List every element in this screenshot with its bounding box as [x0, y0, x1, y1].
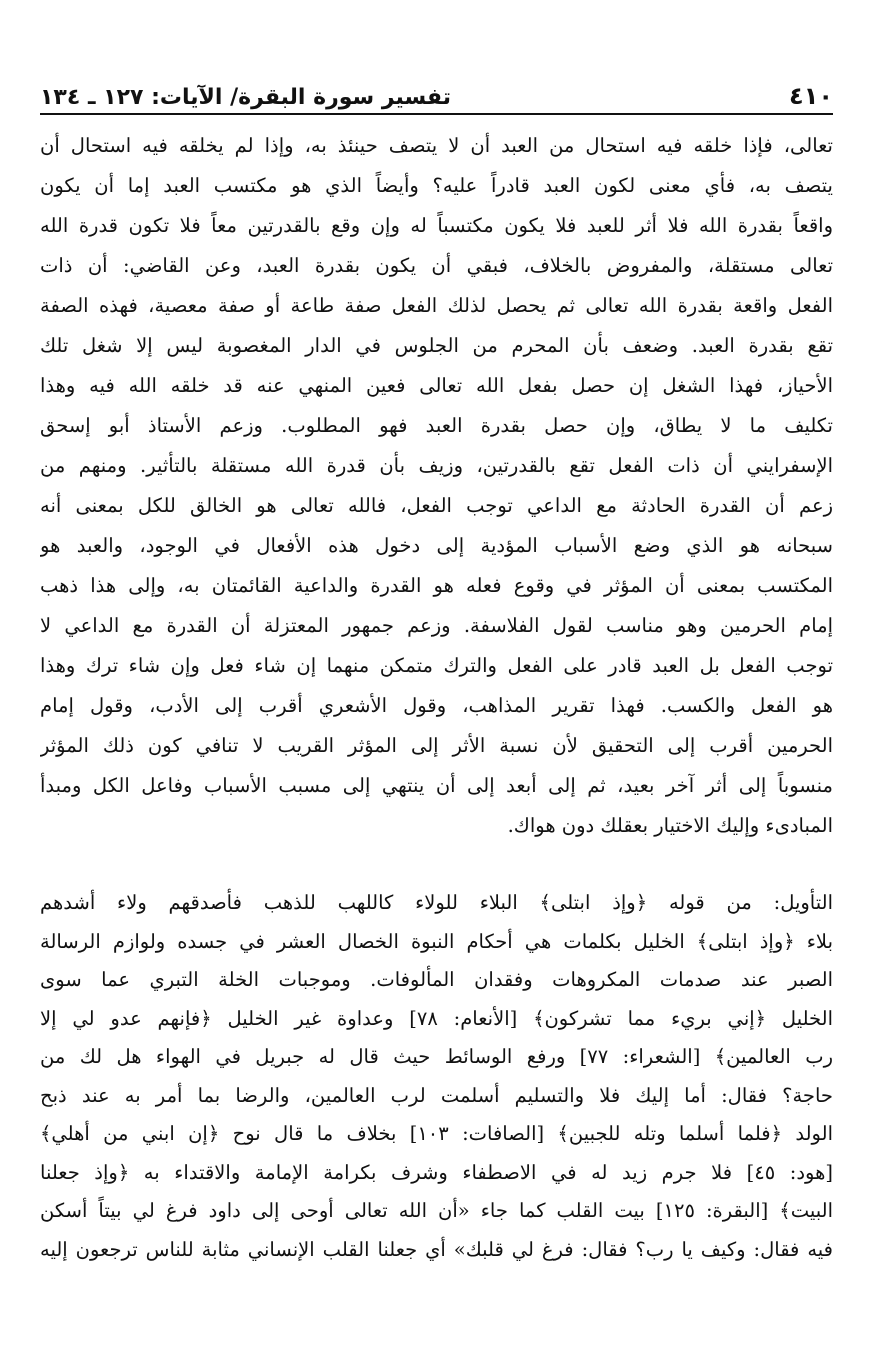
text-line: فيه فقال: وكيف يا رب؟ فقال: فرغ لي قلبك» أي جعلنا القلب الإنساني مثابة للناس ترجعون إليه — [40, 1237, 833, 1261]
page-number: ٤١٠ — [789, 82, 833, 110]
text-line: إمام الحرمين وهو مناسب لقول الفلاسفة. وزعم جمهور المعتزلة أن القدرة مع الداعي لا — [40, 614, 833, 637]
text-line: [هود: ٤٥] فلا جرم زيد له في الاصطفاء وشرف بكرامة الإمامة والاقتداء به ﴿وإذ جعلنا — [40, 1160, 833, 1184]
text-line: الحرمين أقرب إلى التحقيق لأن نسبة الأثر إلى المؤثر القريب لا تنافي كون ذلك المؤثر — [40, 734, 833, 757]
text-line: توجب الفعل بل العبد قادر على الفعل والترك متمكن منهما إن شاء فعل وإن شاء ترك وهذا — [40, 654, 833, 677]
text-line: رب العالمين﴾ [الشعراء: ٧٧] ورفع الوسائط حيث قال له جبريل في الهواء هل لك من — [40, 1045, 833, 1068]
text-line: الفعل واقعة بقدرة الله تعالى ثم يحصل لذلك الفعل صفة طاعة أو صفة معصية، فهذه الصفة — [40, 294, 833, 317]
text-line: هو الفعل والكسب. فهذا تقرير المذاهب، وقول الأشعري أقرب إلى الأدب، وقول إمام — [40, 694, 833, 717]
text-line: واقعاً بقدرة الله فلا أثر للعبد فلا يكون مكتسباً له وإن وقع بالقدرتين معاً فلا تكون قدرة الله — [40, 214, 833, 237]
text-line: تقع بقدرة العبد. وضعف بأن المحرم من الجلوس في الدار المغصوبة ليس إلا شغل تلك — [40, 334, 833, 357]
text-line: الخليل ﴿إني بريء مما تشركون﴾ [الأنعام: ٧٨] وعداوة غير الخليل ﴿فإنهم عدو لي إلا — [40, 1006, 833, 1030]
header-divider — [40, 113, 833, 115]
text-line: تعالى، فإذا خلقه فيه استحال من العبد أن لا يتصف حينئذ به، وإذا لم يخلقه فيه استحال أن — [40, 134, 833, 157]
text-line: المبادىء وإليك الاختيار بعقلك دون هواك. — [507, 814, 833, 837]
paragraph-tawil — [40, 884, 833, 1269]
text-line: بلاء ﴿وإذ ابتلى﴾ الخليل بكلمات هي أحكام النبوة الخصال العشر في جسده ولوازم الرسالة — [40, 929, 833, 953]
text-line: الإسفرايني أن ذات الفعل تقع بالقدرتين، وزيف بأن قدرة الله مستقلة بالتأثير. ومنهم من — [40, 454, 833, 477]
running-title: تفسير سورة البقرة/ الآيات: ١٢٧ ـ ١٣٤ — [40, 85, 451, 110]
text-line: تكليف ما لا يطاق، وإن حصل بقدرة العبد فهو المطلوب. وزعم الأستاذ أبو إسحق — [40, 414, 833, 437]
text-line: سبحانه هو الذي وضع الأسباب المؤدية إلى دخول هذه الأفعال في الوجود، والعبد هو — [40, 534, 833, 557]
text-line: تعالى مستقلة، والمفروض بالخلاف، فبقي أن يكون بقدرة العبد، وعن القاضي: أن ذات — [40, 254, 833, 277]
text-line: منسوباً إلى أثر آخر بعيد، ثم إلى أبعد إلى أن ينتهي إلى مسبب الأسباب وفاعل الكل ومبدأ — [40, 774, 833, 797]
text-line: المكتسب بمعنى أن المؤثر في وقوع فعله هو القدرة والداعية القائمتان به، وإلى هذا ذهب — [40, 574, 833, 597]
text-line: الأحياز، فهذا الشغل إن حصل بفعل الله تعالى فعين المنهي عنه قد خلقه الله فيه وهذا — [40, 374, 833, 397]
page-header — [40, 70, 833, 110]
text-line: حاجة؟ فقال: أما إليك فلا والتسليم أسلمت لرب العالمين، والرضا بما أمر به عند ذبح — [40, 1083, 833, 1107]
text-line: البيت﴾ [البقرة: ١٢٥] بيت القلب كما جاء «أن الله تعالى أوحى إلى داود فرغ لي بيتاً أسكن — [40, 1199, 833, 1222]
text-line: زعم أن القدرة الحادثة مع الداعي توجب الفعل، فالله تعالى هو الخالق للكل بمعنى أنه — [40, 494, 833, 517]
text-line: التأويل: من قوله ﴿وإذ ابتلى﴾ البلاء للولاء كاللهب للذهب فأصدقهم ولاء أشدهم — [40, 891, 833, 914]
text-line: يتصف به، فأي معنى لكون العبد قادراً عليه؟ وأيضاً الذي هو مكتسب العبد إما أن يكون — [40, 174, 833, 197]
paragraph-commentary — [40, 126, 833, 846]
text-line: الصبر عند صدمات المكروهات وفقدان المألوفات. وموجبات الخلة التبري عما سوى — [40, 968, 833, 991]
text-line: الولد ﴿فلما أسلما وتله للجبين﴾ [الصافات: ١٠٣] بخلاف ما قال نوح ﴿إن ابني من أهلي﴾ — [40, 1122, 833, 1145]
